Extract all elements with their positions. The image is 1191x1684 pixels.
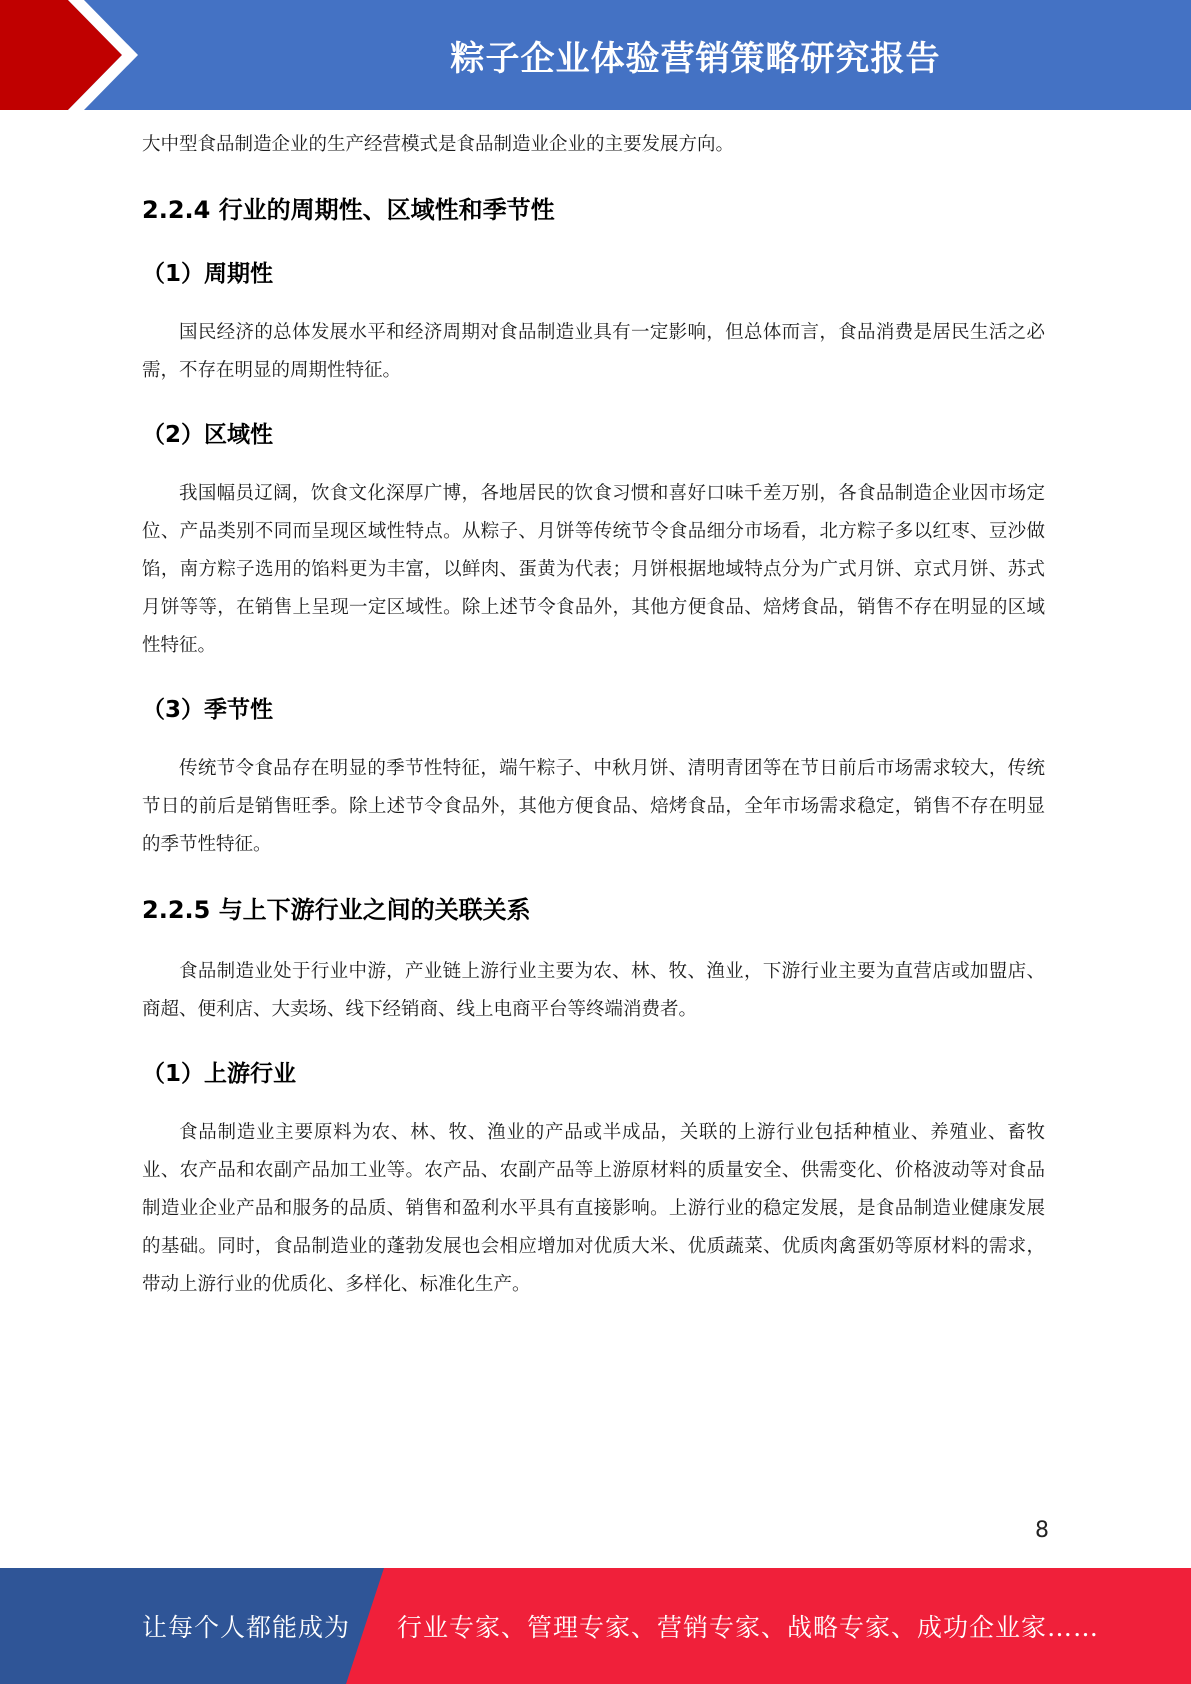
subheading-cyclical: （1）周期性 bbox=[142, 261, 274, 287]
footer-slogan-right: 行业专家、管理专家、营销专家、战略专家、成功企业家…… bbox=[397, 1613, 1100, 1642]
intro-paragraph: 大中型食品制造企业的生产经营模式是食品制造业企业的主要发展方向。 bbox=[142, 134, 735, 155]
page-number: 8 bbox=[1035, 1518, 1049, 1543]
subheading-regional: （2）区域性 bbox=[142, 422, 274, 448]
footer-banner bbox=[0, 1568, 1191, 1684]
paragraph-upstream-downstream: 食品制造业处于行业中游，产业链上游行业主要为农、林、牧、渔业，下游行业主要为直营店或加盟店、商超、便利店、大卖场、线下经销商、线上电商平台等终端消费者。 bbox=[142, 961, 1045, 1020]
header-banner bbox=[0, 0, 1191, 110]
section-heading-2-2-5: 2.2.5 与上下游行业之间的关联关系 bbox=[142, 896, 531, 924]
report-title: 粽子企业体验营销策略研究报告 bbox=[450, 38, 941, 79]
subheading-seasonal: （3）季节性 bbox=[142, 697, 274, 723]
section-heading-2-2-4: 2.2.4 行业的周期性、区域性和季节性 bbox=[142, 196, 555, 224]
header-arrow-decoration bbox=[0, 0, 160, 110]
subheading-upstream: （1）上游行业 bbox=[142, 1061, 297, 1087]
page-content bbox=[142, 126, 1045, 1304]
paragraph-regional: 我国幅员辽阔，饮食文化深厚广博，各地居民的饮食习惯和喜好口味千差万别，各食品制造企业因市场定位、产品类别不同而呈现区域性特点。从粽子、月饼等传统节令食品细分市场看，北方粽子多以红枣、豆沙做馅，南方粽子选用的馅料更为丰富，以鲜肉、蛋黄为代表；月饼根据地域特点分为广式月饼、京式月饼、苏式月饼等等，在销售上呈现一定区域性。除上述节令食品外，其他方便食品、焙烤食品，销售不存在明显的区域性特征。 bbox=[142, 483, 1045, 656]
footer-slogan-left: 让每个人都能成为 bbox=[142, 1613, 351, 1642]
paragraph-cyclical: 国民经济的总体发展水平和经济周期对食品制造业具有一定影响，但总体而言，食品消费是居民生活之必需，不存在明显的周期性特征。 bbox=[142, 322, 1045, 381]
paragraph-seasonal: 传统节令食品存在明显的季节性特征，端午粽子、中秋月饼、清明青团等在节日前后市场需求较大，传统节日的前后是销售旺季。除上述节令食品外，其他方便食品、焙烤食品，全年市场需求稳定，销售不存在明显的季节性特征。 bbox=[142, 758, 1045, 855]
paragraph-upstream: 食品制造业主要原料为农、林、牧、渔业的产品或半成品，关联的上游行业包括种植业、养殖业、畜牧业、农产品和农副产品加工业等。农产品、农副产品等上游原材料的质量安全、供需变化、价格波动等对食品制造业企业产品和服务的品质、销售和盈利水平具有直接影响。上游行业的稳定发展，是食品制造业健康发展的基础。同时，食品制造业的蓬勃发展也会相应增加对优质大米、优质蔬菜、优质肉禽蛋奶等原材料的需求，带动上游行业的优质化、多样化、标准化生产。 bbox=[142, 1122, 1045, 1295]
